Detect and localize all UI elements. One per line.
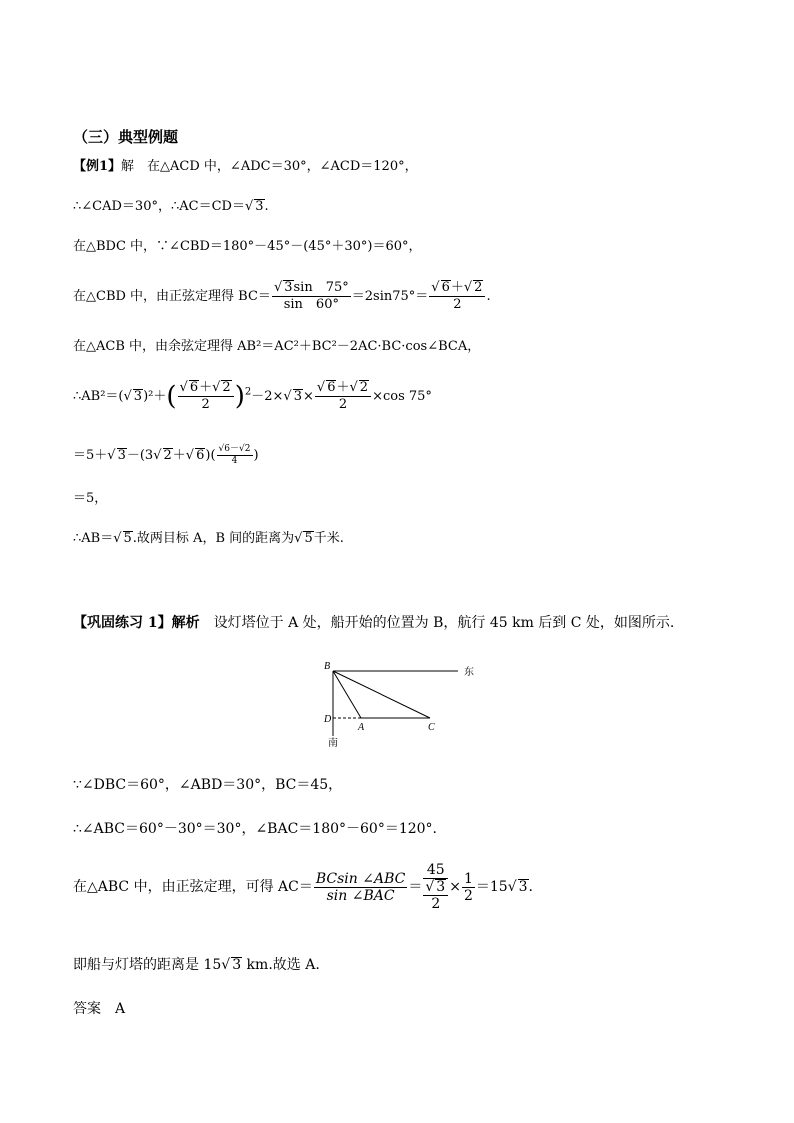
radicand: 6 [224,444,231,454]
section-title: （三）典型例题 [73,128,179,146]
ex1-line2 [73,198,269,216]
radical: √ [425,879,435,895]
practice1-tag: 【巩固练习 1】解析 [73,615,200,631]
label-D: D [324,714,332,725]
practice1-line [73,614,674,632]
ex1-line8: ＝5， [73,491,108,506]
ex1-l2-text: ∴∠CAD＝30°，∴AC＝CD＝ [73,199,245,214]
radicand: 3 [117,448,126,463]
practice1-line3 [73,862,533,912]
radicand: 2 [163,448,172,463]
radicand: 2 [222,380,231,395]
l9-a: ∴AB＝ [73,531,114,546]
fraction [429,280,485,313]
plus: ＋ [450,280,464,295]
l9-c: 千米. [313,531,344,546]
lighthouse-figure [318,656,488,751]
radical: √ [221,957,231,973]
times: × [449,879,461,895]
radical: √ [218,444,225,454]
radicand: 3 [133,389,143,404]
equals: ＝ [408,879,423,895]
fraction [315,380,371,413]
l6-d: ×cos 75° [372,389,432,404]
fraction: $\frac{1}{2}$ [463,870,473,904]
fraction: $\frac{\text{BCsin ∠ABC}}{\text{sin ∠BAC}}$ [315,870,406,904]
ex1-line5: 在△ACB 中，由余弦定理得 AB²＝AC²＋BC²－2AC·BC·cos∠BCA， [73,339,481,354]
radicand: 3 [293,389,302,404]
den-text: sin ∠BAC [326,887,395,904]
radicand: 2 [474,280,483,295]
l7-e: ) [253,448,259,463]
minus: － [230,444,240,454]
radicand: 3 [518,879,528,895]
practice1-line2: ∴∠ABC＝60°－30°＝30°，∠BAC＝180°－60°＝120°. [73,821,437,837]
radical: √ [179,380,188,395]
ex1-line7 [73,444,259,467]
label-south: 南 [328,738,338,749]
ex1-line4 [73,280,491,313]
ex1-l4-end: . [486,289,491,304]
radical: √ [123,389,132,404]
big-paren: ( [166,381,177,412]
radical: √ [244,199,254,214]
fraction [178,380,234,413]
practice1-line4 [73,956,320,974]
ex1-line6 [73,380,432,413]
radicand: 6 [441,280,450,295]
l7-a: ＝5＋ [73,448,108,463]
radical: √ [113,531,122,546]
answer-line [73,1000,125,1018]
label-B: B [324,661,331,672]
ex1-l4-mid: ＝2sin75°＝ [351,289,429,304]
radicand: 6 [189,380,199,395]
label-C: C [428,722,435,733]
l6-a: )²＋ [143,389,167,404]
ex1-line1 [73,158,418,176]
label-A: A [358,722,365,733]
practice1-text: 设灯塔位于 A 处，船开始的位置为 B，航行 45 km 后到 C 处，如图所示. [199,615,675,631]
plus: ＋ [336,380,350,395]
ex1-line9 [73,530,344,548]
radical: √ [153,448,162,463]
radical: √ [107,448,116,463]
l6-c: × [302,389,314,404]
den-text: 2 [338,397,348,412]
practice1-line1: ∵∠DBC＝60°，∠ABD＝30°，BC＝45， [73,777,343,793]
l4-post: km.故选 A. [242,957,320,973]
l6-pre: ∴AB²＝( [73,389,124,404]
exponent: 2 [244,386,252,398]
radicand: 3 [284,280,293,295]
radicand: 2 [244,444,251,454]
ex1-l4-pre: 在△CBD 中，由正弦定理得 BC＝ [73,289,271,304]
ex1-l2-end: . [264,199,269,214]
radicand: 2 [359,380,369,395]
l6-b: －2× [251,389,284,404]
inner-den: 2 [423,895,448,912]
l3-end: . [528,879,533,895]
radicand: 3 [232,957,242,973]
radicand: 6 [327,380,336,395]
l7-c: ＋ [172,448,186,463]
radical: √ [239,444,245,454]
result: ＝15 [475,879,508,895]
fraction [272,280,351,313]
l3-pre: 在△ABC 中，由正弦定理，可得 AC＝ [73,879,313,895]
radical: √ [212,380,221,395]
num-text: sin 75° [293,280,349,295]
radical: √ [316,380,326,395]
radicand: 5 [304,531,313,546]
den-text: 2 [201,397,210,412]
radical: √ [463,280,473,295]
radical: √ [273,280,283,295]
den-text: sin 60° [283,297,339,312]
den-text: 4 [231,456,238,466]
l7-d: )( [205,448,216,463]
radicand: 5 [123,531,132,546]
ex1-tag: 【例1】 [73,159,122,174]
small-fraction [217,444,253,467]
radical: √ [431,280,440,295]
radical: √ [185,448,195,463]
ex1-line3: 在△BDC 中，∵∠CBD＝180°－45°－(45°＋30°)＝60°， [73,239,422,254]
complex-fraction: 45 √ 3 2 [423,862,448,912]
plus: ＋ [199,380,213,395]
radicand: 3 [436,879,446,895]
ex1-text: 解 在△ACD 中，∠ADC＝30°，∠ACD＝120°， [121,159,418,174]
l9-b: .故两目标 A，B 间的距离为 [132,531,295,546]
answer-label: 答案 [73,1001,101,1017]
l7-b: －(3 [126,448,154,463]
den-text: 2 [453,297,462,312]
l4-pre: 即船与灯塔的距离是 15 [73,957,222,973]
big-paren: ) [234,381,245,412]
radical: √ [349,380,358,395]
radical: √ [507,879,517,895]
answer-value: A [115,1001,126,1017]
radical: √ [283,389,292,404]
radicand: 6 [196,448,205,463]
radical: √ [294,531,303,546]
radicand: 3 [255,199,264,214]
label-east: 东 [464,667,474,678]
